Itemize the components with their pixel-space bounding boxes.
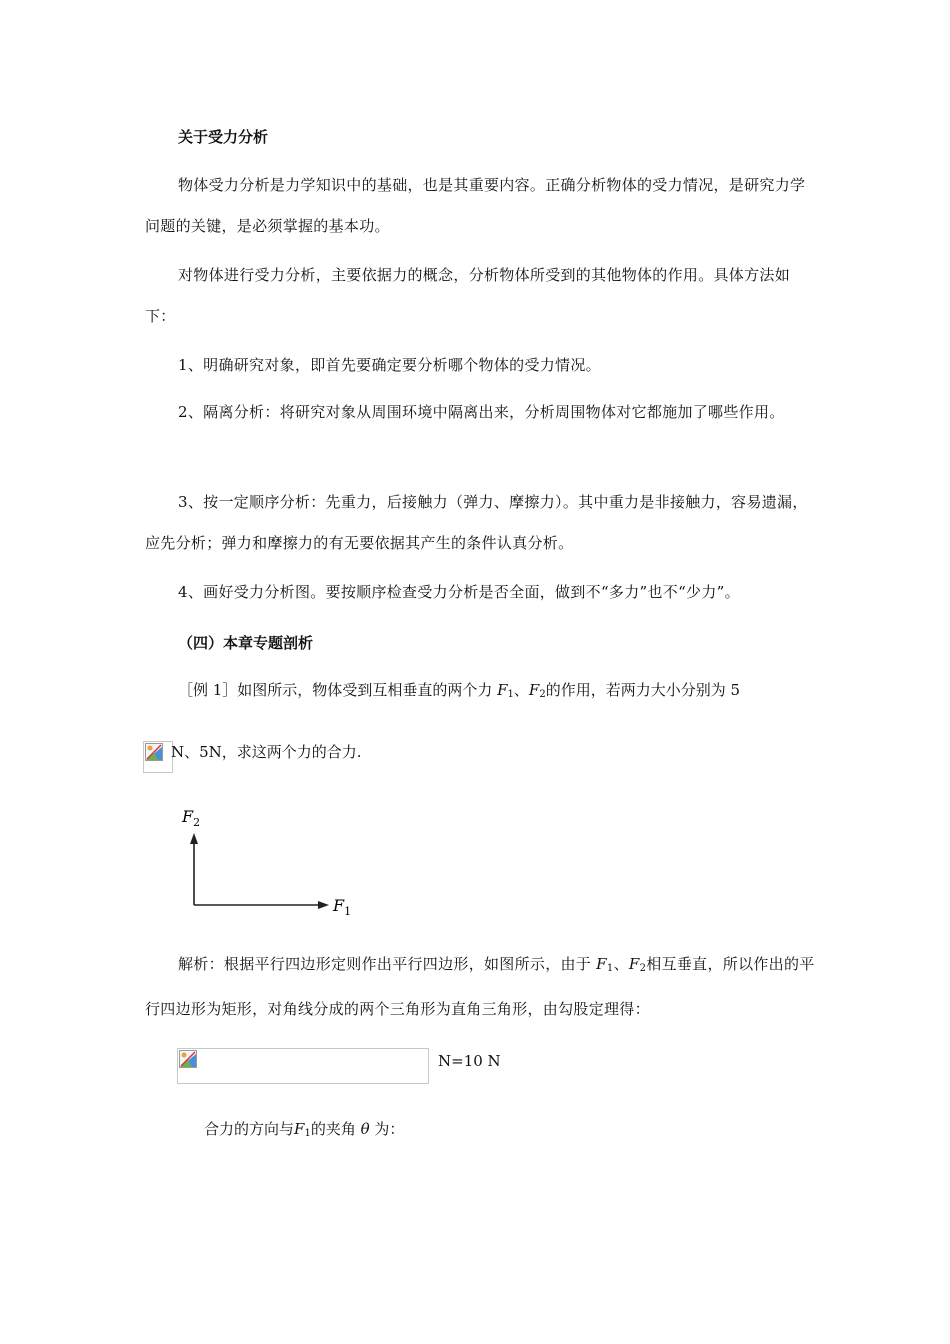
paragraph-intro: 物体受力分析是力学知识中的基础，也是其重要内容。正确分析物体的受力情况，是研究力学问题的关键，是必须掌握的基本功。	[145, 176, 806, 235]
direction-text-c: 为：	[369, 1120, 405, 1138]
example-text-c: 的作用，若两力大小分别为 5	[545, 681, 741, 699]
sol-f1-symbol: $F_1$	[596, 955, 614, 974]
f1-arrow-head	[318, 901, 329, 909]
solution-text-b: 、	[613, 955, 629, 973]
broken-image-icon	[179, 1050, 197, 1068]
sol-f2-symbol: $F_2$	[628, 955, 647, 974]
dir-f1-symbol: $F_1$	[294, 1120, 311, 1139]
list-item-step1: 1、明确研究对象，即首先要确定要分析哪个物体的受力情况。	[178, 356, 601, 374]
broken-image-formula	[177, 1048, 429, 1084]
solution-text-a: 解析：根据平行四边形定则作出平行四边形，如图所示，由于	[178, 955, 597, 973]
f1-symbol: $F_1$	[497, 681, 514, 700]
heading-force-analysis: 关于受力分析	[178, 128, 269, 146]
example-text-b: 、	[513, 681, 529, 699]
heading-chapter-topics: （四）本章专题剖析	[178, 634, 314, 652]
f2-symbol: $F_2$	[528, 681, 546, 700]
broken-image-icon	[145, 743, 163, 761]
list-item-step4: 4、画好受力分析图。要按顺序检查受力分析是否全面，做到不“多力”也不“少力”。	[178, 583, 740, 601]
list-item-step3: 3、按一定顺序分析：先重力，后接触力（弹力、摩擦力）。其中重力是非接触力，容易遗漏，应先分析；弹力和摩擦力的有无要依据其产生的条件认真分析。	[145, 493, 808, 552]
theta-symbol: θ	[360, 1120, 370, 1138]
example-1-line	[178, 679, 740, 700]
solution-paragraph	[145, 944, 815, 1030]
paragraph-method: 对物体进行受力分析，主要依据力的概念，分析物体所受到的其他物体的作用。具体方法如下：	[145, 266, 791, 325]
example-1-line-2: N、5N，求这两个力的合力.	[171, 743, 362, 761]
f1-label: $F_1$	[333, 896, 352, 918]
formula-result: N=10 N	[438, 1052, 501, 1070]
f2-label: $F_2$	[182, 807, 201, 829]
force-diagram	[175, 805, 365, 920]
direction-text-b: 的夹角	[310, 1120, 361, 1138]
f2-arrow-head	[190, 833, 198, 844]
broken-image-sqrt	[143, 741, 173, 773]
list-item-step2: 2、隔离分析：将研究对象从周围环境中隔离出来，分析周围物体对它都施加了哪些作用。	[178, 403, 785, 421]
example-text-a: ［例 1］如图所示，物体受到互相垂直的两个力	[178, 681, 498, 699]
solution-text-c: 相互垂直，所以作出的平行四边形为矩形，对角线分成的两个三角形为直角三角形，由勾股定理得：	[145, 955, 815, 1018]
direction-text-a: 合力的方向与	[204, 1120, 295, 1138]
direction-line	[204, 1118, 404, 1139]
